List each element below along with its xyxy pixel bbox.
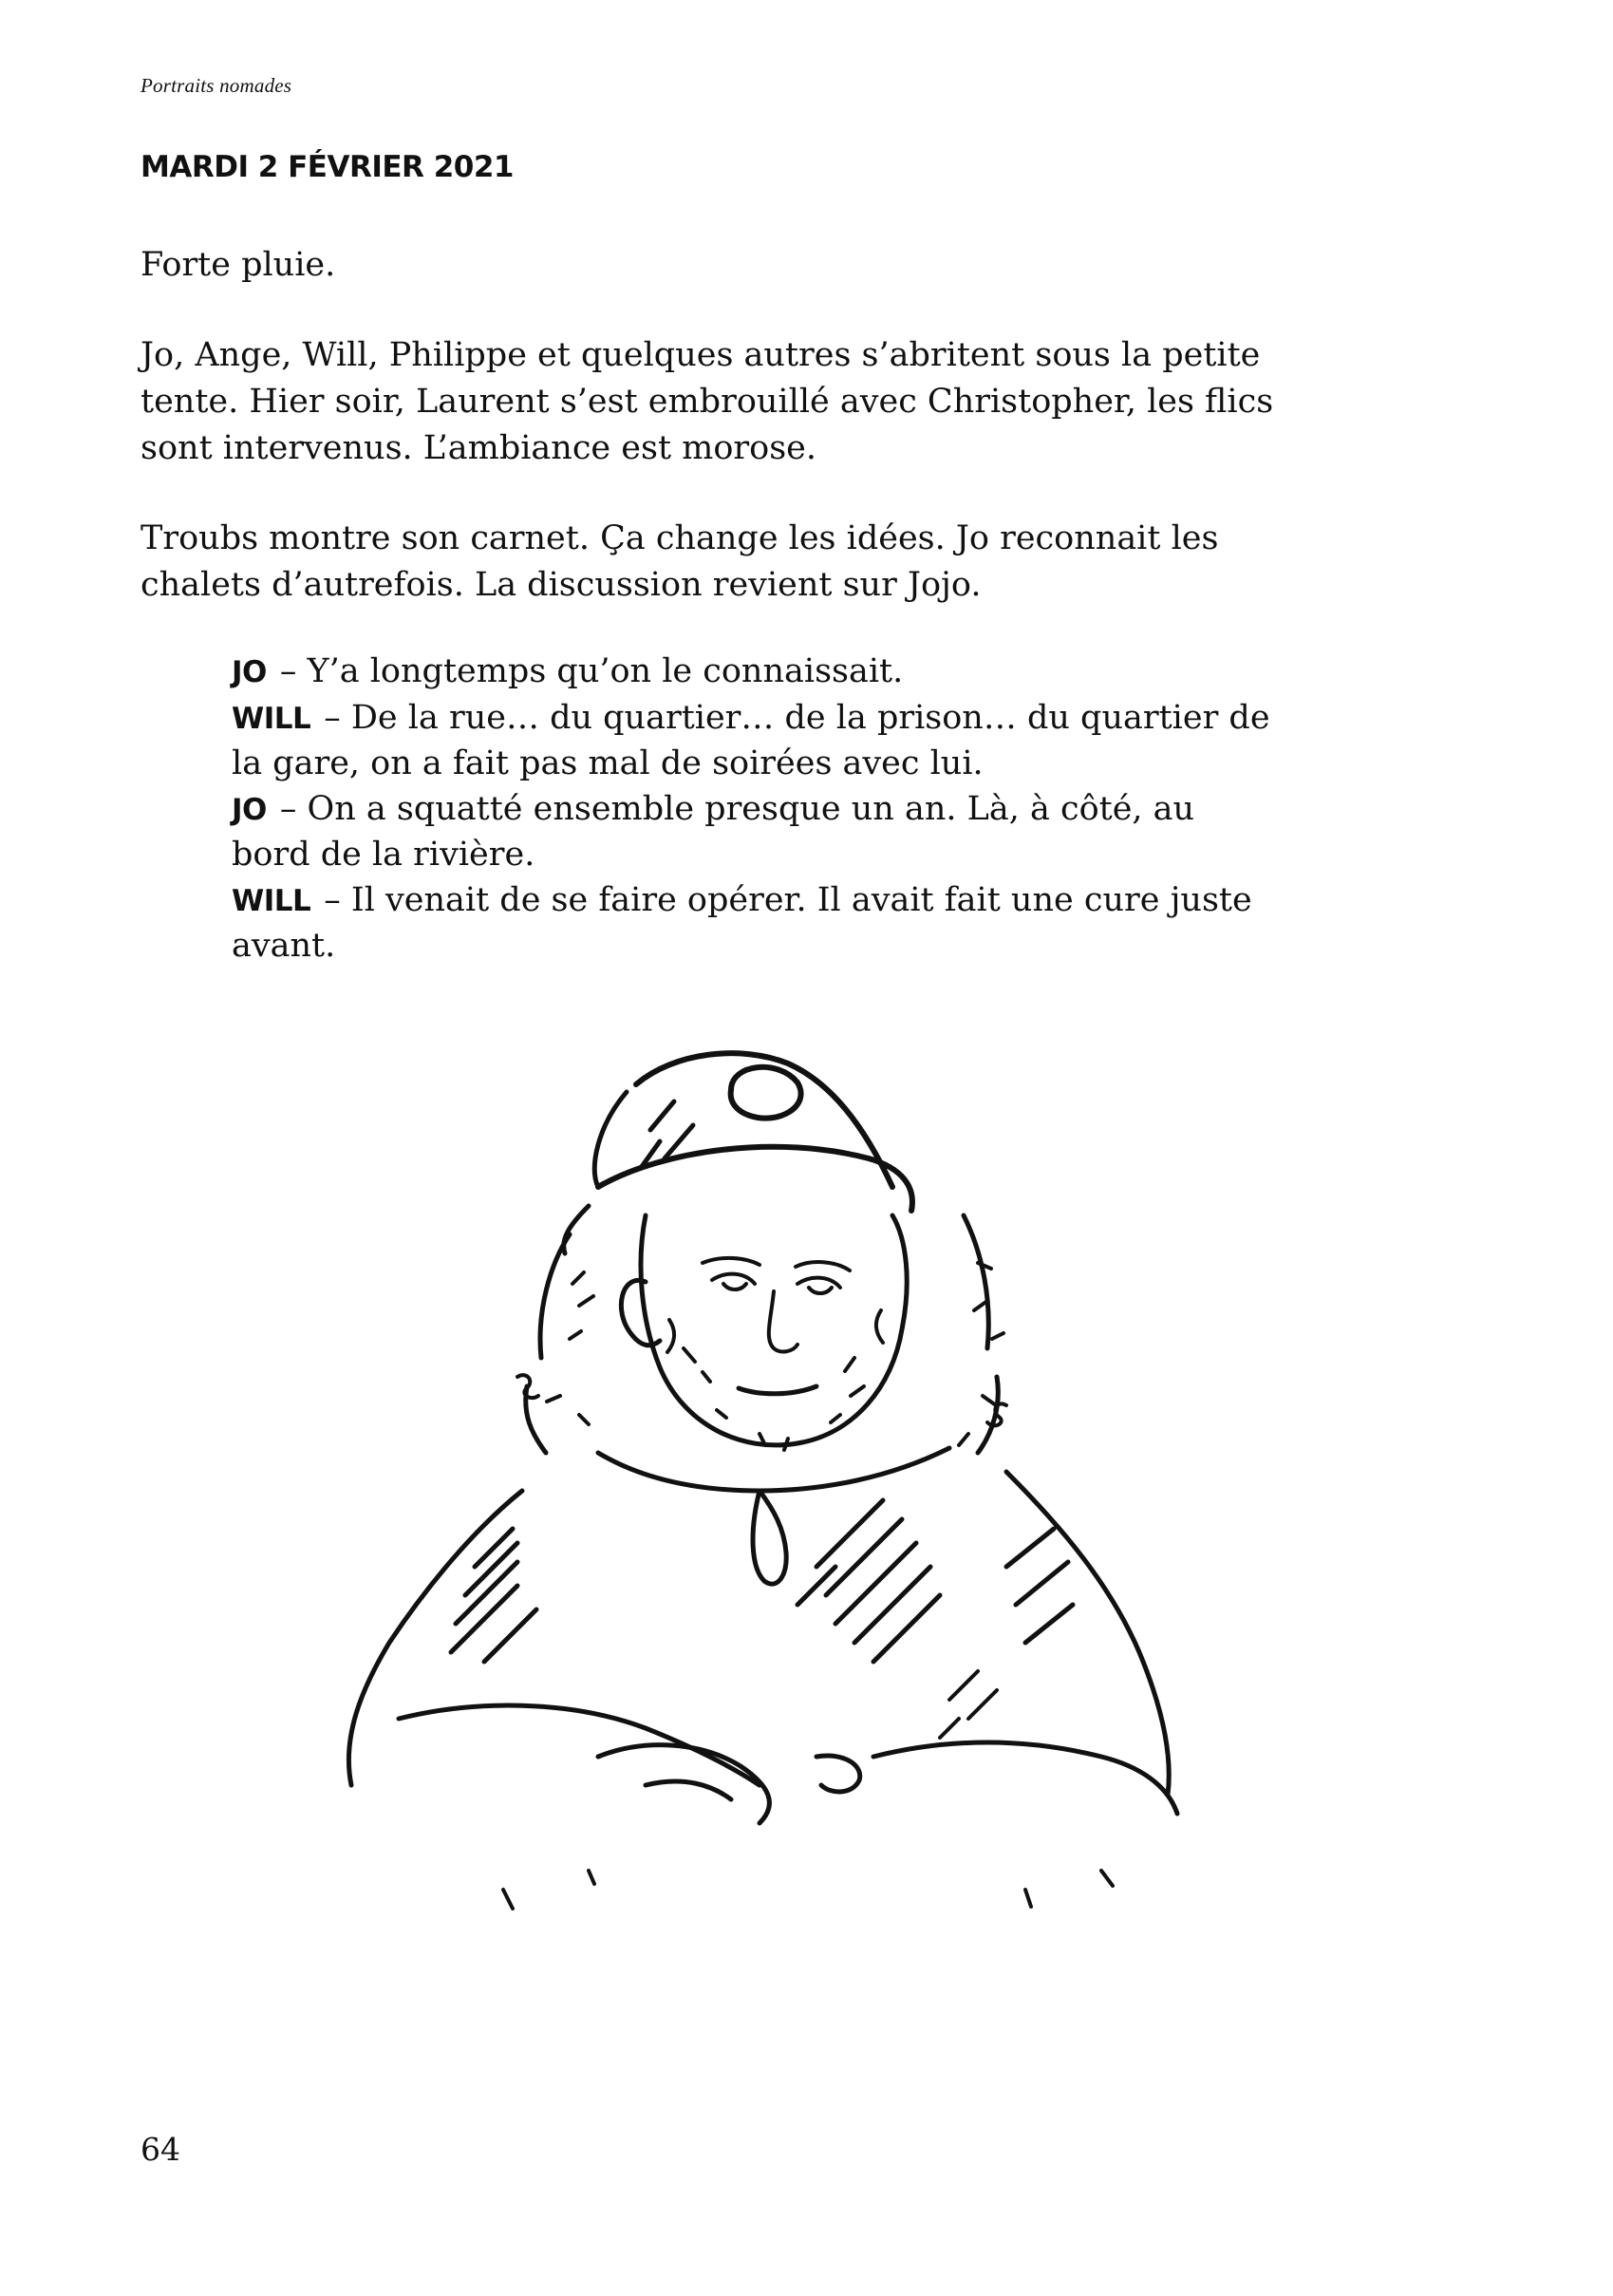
dialogue-text: – Il venait de se faire opérer. Il avait fait une cure juste avant. [232, 880, 1252, 965]
speaker-name: WILL [232, 701, 311, 736]
running-header: Portraits nomades [141, 74, 292, 97]
paragraph-weather: Forte pluie. [141, 246, 336, 284]
entry-date-heading: MARDI 2 FÉVRIER 2021 [141, 150, 514, 184]
jacket-left [348, 1491, 522, 1785]
paragraph-notebook: Troubs montre son carnet. Ça change les idées. Jo reconnait les chalets d’autrefois. La discussion revient sur Jojo. [141, 519, 1219, 604]
arm-shading-right [1006, 1529, 1073, 1643]
hands [598, 1745, 769, 1823]
dialogue-line [232, 696, 1276, 787]
nose [769, 1291, 797, 1351]
beard [684, 1348, 864, 1450]
left-eye [712, 1274, 755, 1289]
cap-brim [598, 1147, 912, 1211]
dialogue-text: – On a squatté ensemble presque un an. Là, à côté, au bord de la rivière. [232, 789, 1195, 874]
chest-shading [797, 1500, 940, 1662]
page-number: 64 [141, 2131, 180, 2168]
dialogue-line [232, 649, 1276, 696]
portrait-sketch [285, 1035, 1253, 1928]
face-outline [641, 1215, 907, 1445]
speaker-name: JO [232, 655, 267, 689]
dialogue-line [232, 787, 1276, 878]
dialogue-block [232, 649, 1276, 969]
cap-button [731, 1067, 801, 1119]
dialogue-text: – De la rue… du quartier… de la prison… du quartier de la gare, on a fait pas mal de soirées avec lui. [232, 698, 1270, 782]
speaker-name: JO [232, 792, 267, 827]
hood-fur-right [964, 1215, 998, 1453]
dialogue-line [232, 878, 1276, 969]
speaker-name: WILL [232, 883, 311, 918]
collar [598, 1448, 949, 1491]
paragraph-tent: Jo, Ange, Will, Philippe et quelques autres s’abritent sous la petite tente. Hier soir, Laurent s’est embrouillé avec Christopher, les flics sont intervenus. L’ambiance est morose. [141, 336, 1274, 467]
zipper-pull [753, 1491, 786, 1584]
right-eye [797, 1278, 840, 1293]
dialogue-text: – Y’a longtemps qu’on le connaissait. [279, 652, 904, 690]
mouth [739, 1386, 816, 1394]
left-arm [399, 1705, 760, 1785]
brows [703, 1258, 850, 1270]
right-arm [873, 1742, 1177, 1814]
cigarette-hand [816, 1756, 860, 1792]
